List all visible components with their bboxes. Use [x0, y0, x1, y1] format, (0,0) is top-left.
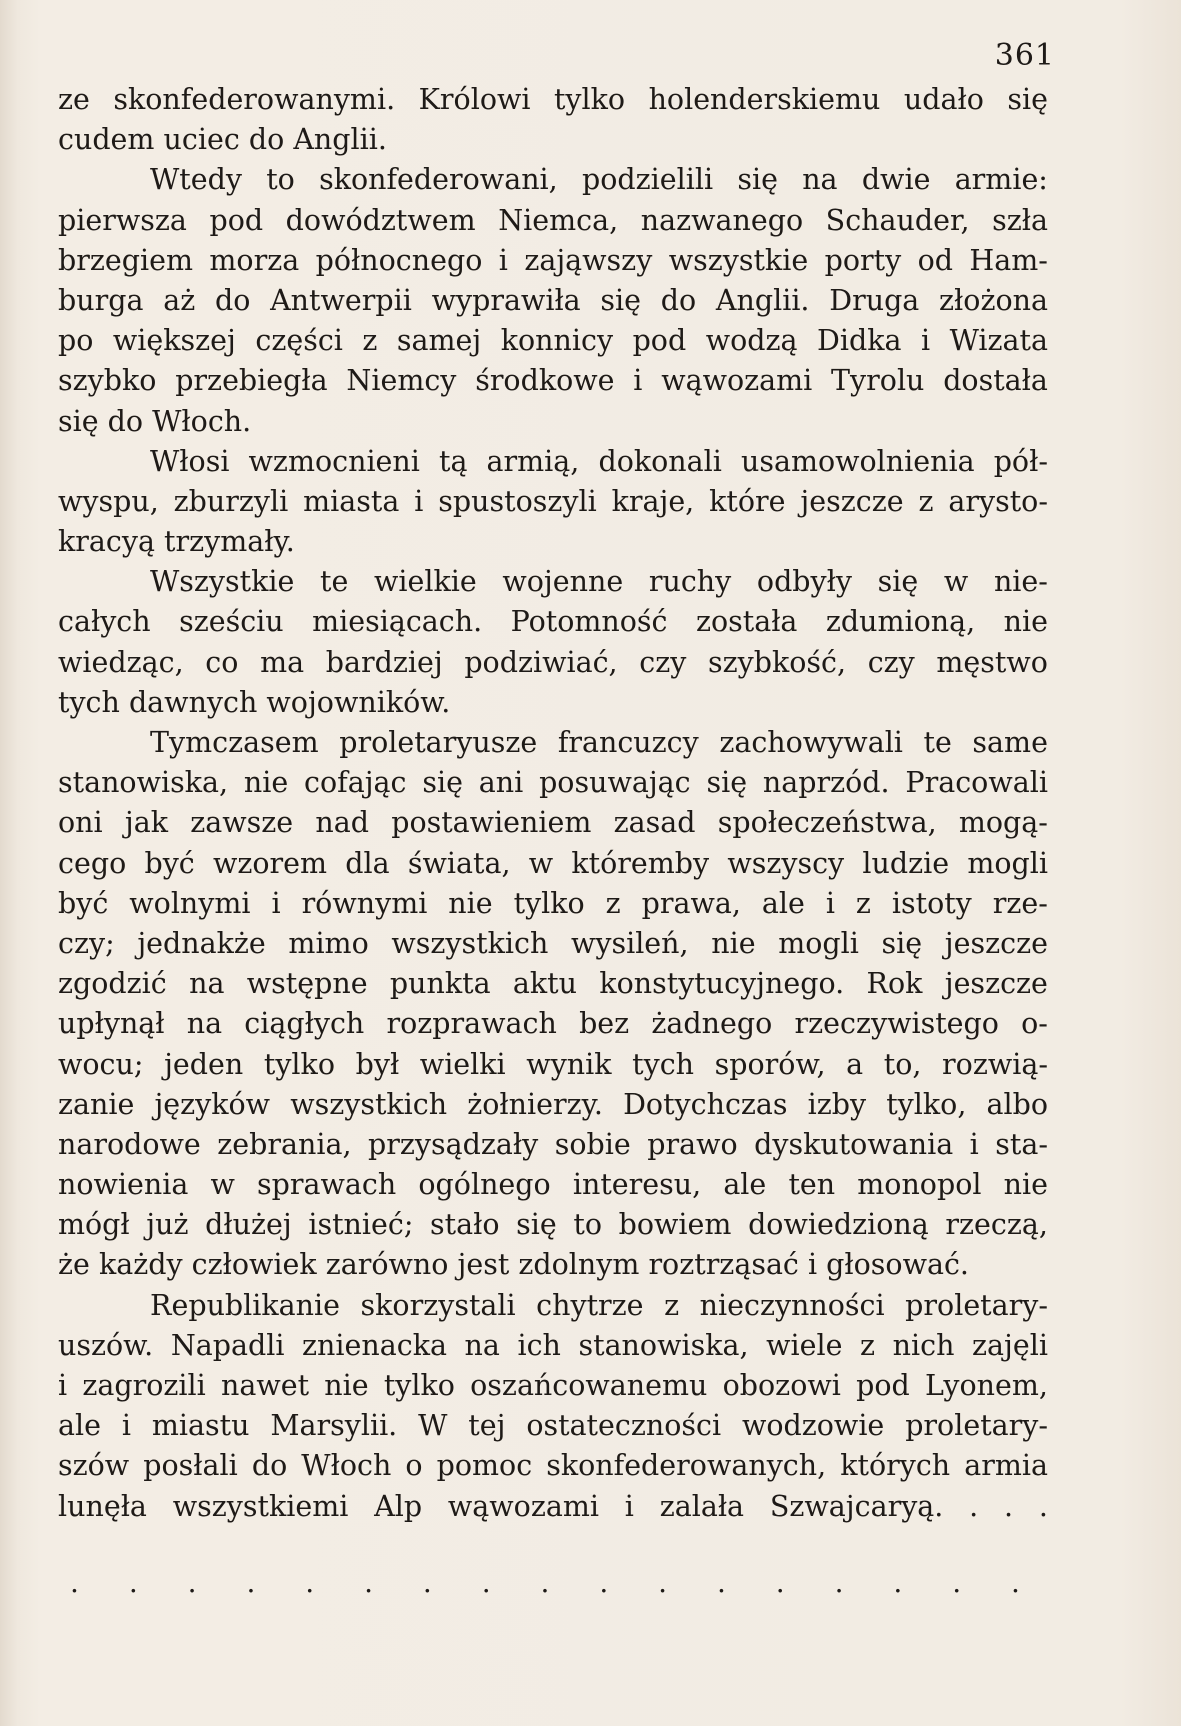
ellipsis-dot: . [481, 1566, 491, 1599]
text-line: oni jak zawsze nad postawieniem zasad społeczeństwa, mogą- [58, 806, 1048, 840]
text-line: stanowiska, nie cofając się ani posuwając się naprzód. Pracowali [58, 766, 1048, 800]
text-line: zgodzić na wstępne punkta aktu konstytucyjnego. Rok jeszcze [58, 967, 1048, 1001]
ellipsis-dot: . [1011, 1566, 1020, 1599]
ellipsis-row [58, 1566, 1020, 1600]
ellipsis-dot: . [305, 1566, 315, 1599]
text-line: ale i miastu Marsylii. W tej ostateczności wodzowie proletary- [58, 1409, 1048, 1443]
ellipsis-dot: . [599, 1566, 609, 1599]
text-line: czy; jednakże mimo wszystkich wysileń, nie mogli się jeszcze [58, 926, 1048, 960]
ellipsis-dot: . [716, 1566, 726, 1599]
text-line: zanie języków wszystkich żołnierzy. Dotychczas izby tylko, albo [58, 1087, 1048, 1121]
text-line: wiedząc, co ma bardziej podziwiać, czy szybkość, czy męstwo [58, 645, 1048, 679]
text-line: i zagrozili nawet nie tylko oszańcowanemu obozowi pod Lyonem, [58, 1369, 1048, 1402]
text-line: ze skonfederowanymi. Królowi tylko holenderskiemu udało się [58, 83, 1048, 116]
body-text [58, 80, 1048, 1527]
text-line: Wtedy to skonfederowani, podzielili się na dwie armie: [150, 163, 1048, 197]
text-line: cego być wzorem dla świata, w któremby wszyscy ludzie mogli [58, 846, 1048, 880]
text-line: Republikanie skorzystali chytrze z nieczynności proletary- [150, 1288, 1048, 1322]
text-line: tych dawnych wojowników. [58, 685, 451, 719]
ellipsis-dot: . [834, 1566, 844, 1599]
text-line: burga aż do Antwerpii wyprawiła się do Anglii. Druga złożona [58, 283, 1048, 317]
ellipsis-dot: . [540, 1566, 550, 1599]
text-line: uszów. Napadli znienacka na ich stanowiska, wiele z nich zajęli [58, 1328, 1048, 1362]
text-line: upłynął na ciągłych rozprawach bez żadnego rzeczywistego o- [58, 1007, 1048, 1041]
ellipsis-dot: . [364, 1566, 373, 1599]
text-line: szów posłali do Włoch o pomoc skonfederowanych, których armia [58, 1449, 1048, 1483]
text-line: Włosi wzmocnieni tą armią, dokonali usamowolnienia pół- [150, 444, 1048, 478]
text-line: po większej części z samej konnicy pod wodzą Didka i Wizata [58, 324, 1048, 358]
text-line: narodowe zebrania, przysądzały sobie prawo dyskutowania i sta- [58, 1127, 1048, 1161]
text-line: pierwsza pod dowództwem Niemca, nazwanego Schauder, szła [58, 203, 1048, 237]
ellipsis-dot: . [187, 1566, 197, 1599]
text-line: wyspu, zburzyli miasta i spustoszyli kraje, które jeszcze z arysto- [58, 484, 1048, 518]
ellipsis-dot: . [70, 1566, 79, 1599]
text-line: Tymczasem proletaryusze francuzcy zachowywali te same [150, 726, 1048, 759]
ellipsis-dot: . [658, 1566, 668, 1599]
text-line: lunęła wszystkiemi Alp wąwozami i zalała Szwajcaryą. . . . [58, 1489, 1048, 1523]
ellipsis-dot: . [952, 1566, 962, 1599]
text-line: kracyą trzymały. [58, 525, 295, 559]
text-line: cudem uciec do Anglii. [58, 123, 387, 157]
text-line: brzegiem morza północnego i zająwszy wszystkie porty od Ham- [58, 243, 1048, 277]
text-line: nowienia w sprawach ogólnego interesu, ale ten monopol nie [58, 1168, 1048, 1202]
text-line: być wolnymi i równymi nie tylko z prawa, ale i z istoty rze- [58, 886, 1048, 920]
ellipsis-dot: . [128, 1566, 138, 1599]
text-line: Wszystkie te wielkie wojenne ruchy odbyły się w nie- [150, 565, 1048, 599]
text-line: się do Włoch. [58, 404, 252, 438]
ellipsis-dot: . [893, 1566, 903, 1599]
ellipsis-dot: . [246, 1566, 256, 1599]
page-number: 361 [994, 38, 1055, 73]
text-line: że każdy człowiek zarówno jest zdolnym roztrząsać i głosować. [58, 1248, 969, 1282]
ellipsis-dot: . [422, 1566, 432, 1599]
text-line: wocu; jeden tylko był wielki wynik tych sporów, a to, rozwią- [58, 1047, 1048, 1081]
ellipsis-dot: . [775, 1566, 785, 1599]
text-line: całych sześciu miesiącach. Potomność została zdumioną, nie [58, 605, 1048, 639]
text-line: mógł już dłużej istnieć; stało się to bowiem dowiedzioną rzeczą, [58, 1208, 1048, 1242]
text-line: szybko przebiegła Niemcy środkowe i wąwozami Tyrolu dostała [58, 364, 1048, 398]
